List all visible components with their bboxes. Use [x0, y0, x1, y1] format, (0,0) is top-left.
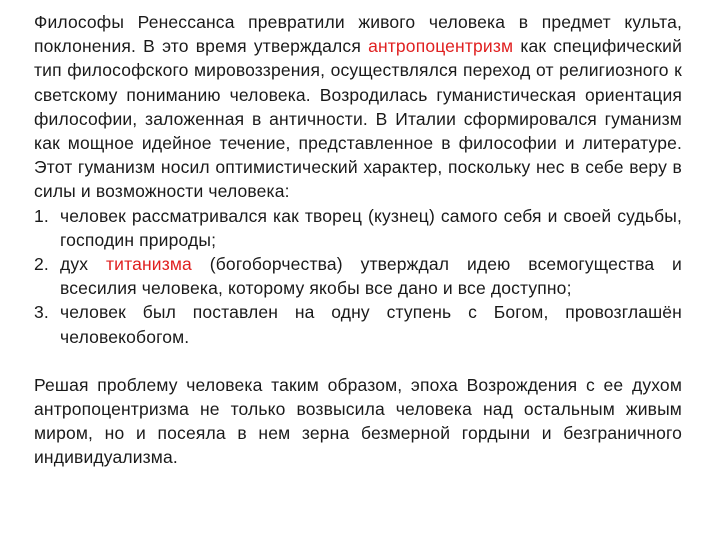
slide-content [34, 0, 682, 470]
list-text-after: (богоборчества) утверждал идею всемогущества и всесилия человека, которому якобы все дано и все доступно; [60, 254, 682, 299]
list-item [34, 204, 682, 252]
list-item [34, 252, 682, 300]
list-number: 1. [34, 205, 49, 226]
list-number: 3. [34, 302, 49, 323]
intro-paragraph [34, 10, 682, 204]
list-text: человек рассматривался как творец (кузнец) самого себя и своей судьбы, господин природы; [60, 205, 682, 250]
list-item [34, 300, 682, 348]
highlight-anthropocentrism: антропоцентризм [368, 36, 514, 57]
list-number: 2. [34, 254, 49, 275]
list-text-before: дух [60, 254, 107, 275]
conclusion-paragraph: Решая проблему человека таким образом, эпоха Возрождения с ее духом антропоцентризма не только возвысила человека над остальным живым миром, но и посеяла в нем зерна безмерной гордыни и безграничного индивидуализма. [34, 374, 682, 468]
intro-text-before: Философы Ренессанса превратили живого человека в предмет культа, поклонения. В это время утверждался [34, 12, 682, 57]
characteristics-list [34, 204, 682, 349]
highlight-titanism: титанизма [106, 254, 192, 275]
intro-text-after: как специфический тип философского мировоззрения, осуществлялся переход от религиозного к светскому пониманию человека. Возродилась гуманистическая ориентация философии, заложенная в античности. В Италии сформировался гуманизм как мощное идейное течение, представленное в философии и литературе. Этот гуманизм носил оптимистический характер, поскольку нес в себе веру в силы и возможности человека: [34, 36, 683, 202]
list-text: человек был поставлен на одну ступень с Богом, провозглашён человекобогом. [60, 302, 682, 347]
